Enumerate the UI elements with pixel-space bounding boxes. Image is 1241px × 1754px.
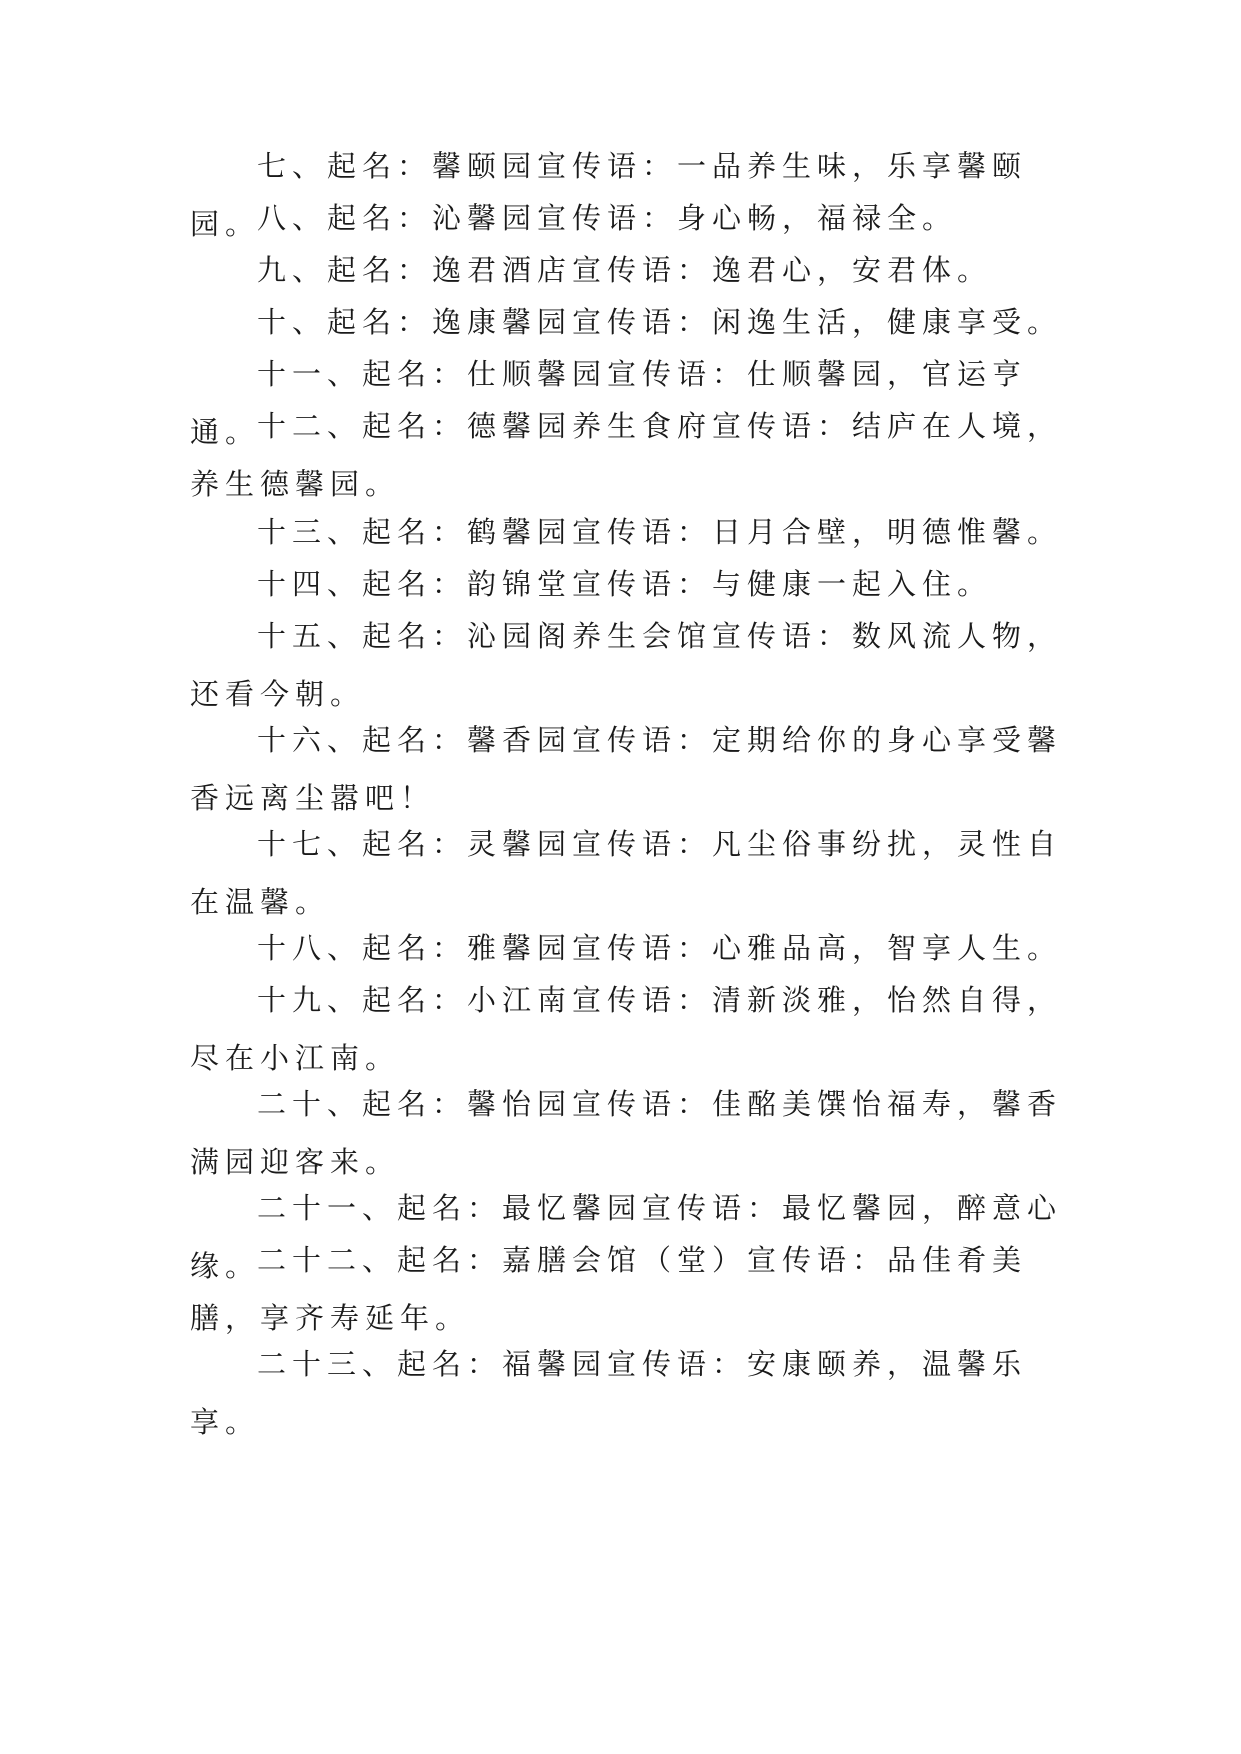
paragraph-12: 十二、起名：德馨园养生食府宣传语：结庐在人境，养生德馨园。 (190, 409, 1063, 501)
paragraph-8: 八、起名：沁馨园宣传语：身心畅，福禄全。 (257, 201, 958, 235)
paragraph-7: 七、起名：馨颐园宣传语：一品养生味，乐享馨颐园。 (190, 149, 1028, 241)
paragraph-17: 十七、起名：灵馨园宣传语：凡尘俗事纷扰，灵性自在温馨。 (190, 827, 1063, 919)
paragraph-16: 十六、起名：馨香园宣传语：定期给你的身心享受馨香远离尘嚣吧！ (190, 723, 1063, 815)
paragraph-9: 九、起名：逸君酒店宣传语：逸君心，安君体。 (257, 253, 993, 287)
paragraph-18: 十八、起名：雅馨园宣传语：心雅品高，智享人生。 (257, 931, 1063, 965)
paragraph-14: 十四、起名：韵锦堂宣传语：与健康一起入住。 (257, 567, 993, 601)
paragraph-19: 十九、起名：小江南宣传语：清新淡雅，怡然自得，尽在小江南。 (190, 983, 1063, 1075)
paragraph-13: 十三、起名：鹤馨园宣传语：日月合壁，明德惟馨。 (257, 515, 1063, 549)
paragraph-21: 二十一、起名：最忆馨园宣传语：最忆馨园，醉意心缘。 (190, 1191, 1063, 1283)
document-page (190, 0, 1070, 1754)
paragraph-23: 二十三、起名：福馨园宣传语：安康颐养，温馨乐享。 (190, 1347, 1028, 1439)
paragraph-15: 十五、起名：沁园阁养生会馆宣传语：数风流人物，还看今朝。 (190, 619, 1063, 711)
paragraph-22: 二十二、起名：嘉膳会馆（堂）宣传语：品佳肴美膳，享齐寿延年。 (190, 1243, 1028, 1335)
paragraph-20: 二十、起名：馨怡园宣传语：佳酩美馔怡福寿，馨香满园迎客来。 (190, 1087, 1063, 1179)
paragraph-11: 十一、起名：仕顺馨园宣传语：仕顺馨园，官运亨通。 (190, 357, 1028, 449)
paragraph-10: 十、起名：逸康馨园宣传语：闲逸生活，健康享受。 (257, 305, 1063, 339)
